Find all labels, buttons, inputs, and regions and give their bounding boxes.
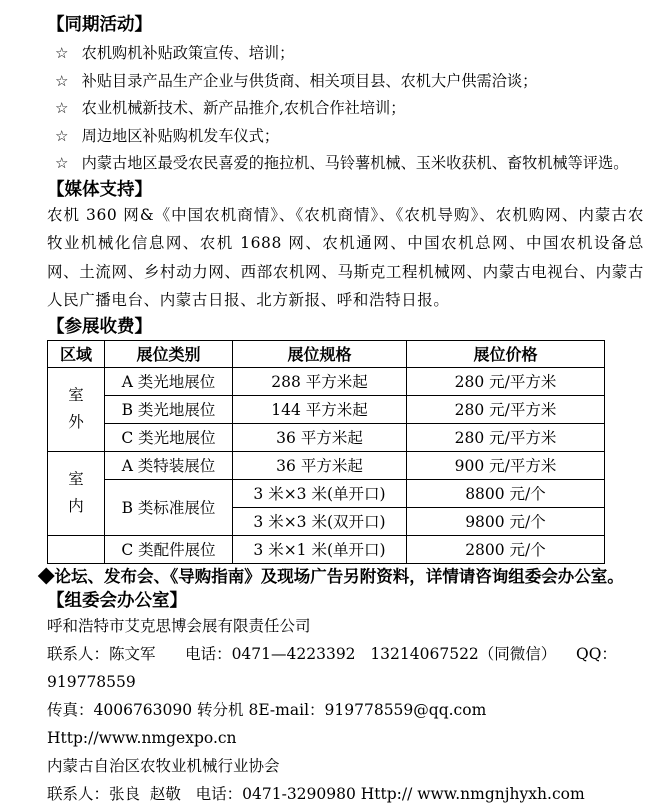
activity-text: 农业机械新技术、新产品推介,农机合作社培训； [81, 99, 406, 117]
booth-price-cell: 2800 元/个 [407, 535, 605, 563]
booth-spec-cell: 36 平方米起 [233, 423, 407, 451]
booth-spec-cell: 144 平方米起 [233, 395, 407, 423]
star-icon: ☆ [55, 126, 69, 145]
zone-label: 室内 [68, 470, 84, 515]
booth-price-cell: 9800 元/个 [407, 507, 605, 535]
contact-line-association: 联系人：张良 赵敬 电话：0471-3290980 Http:// www.nmgnjhyxh.com [47, 784, 585, 803]
activity-item [55, 150, 643, 178]
booth-category-cell: C 类光地展位 [105, 423, 233, 451]
section-heading-office: 【组委会办公室】 [47, 589, 187, 610]
fax-email-website-line: 传真：4006763090 转分机 8E-mail：919778559@qq.com Http://www.nmgexpo.cn [47, 700, 492, 747]
booth-category-cell: A 类特装展位 [105, 451, 233, 479]
table-header-price: 展位价格 [407, 340, 605, 367]
booth-price-cell: 280 元/平方米 [407, 423, 605, 451]
booth-price-cell: 280 元/平方米 [407, 395, 605, 423]
star-icon: ☆ [55, 71, 69, 90]
zone-cell-indoor [48, 451, 105, 535]
activities-list [47, 40, 643, 178]
section-heading-activities: 【同期活动】 [47, 14, 152, 34]
activity-item [55, 40, 643, 68]
association-name-line: 内蒙古自治区农牧业机械行业协会 [47, 756, 280, 775]
activity-item [55, 95, 643, 123]
table-row [48, 479, 605, 507]
table-header-spec: 展位规格 [233, 340, 407, 367]
activity-text: 周边地区补贴购机发车仪式； [81, 126, 280, 145]
section-heading-fees: 【参展收费】 [47, 315, 152, 336]
star-icon: ☆ [55, 154, 69, 172]
booth-spec-cell: 3 米×3 米(单开口) [233, 479, 407, 507]
booth-price-cell: 280 元/平方米 [407, 367, 605, 395]
activity-text: 补贴目录产品生产企业与供货商、相关项目县、农机大户供需洽谈； [81, 71, 538, 90]
table-header-category: 展位类别 [105, 340, 233, 367]
zone-label: 室外 [68, 386, 84, 431]
activity-item [55, 68, 643, 96]
booth-category-cell: C 类配件展位 [105, 535, 233, 563]
booth-spec-cell: 288 平方米起 [233, 367, 407, 395]
star-icon: ☆ [55, 44, 69, 62]
zone-cell-empty [48, 535, 105, 563]
star-icon: ☆ [55, 99, 69, 117]
activity-text: 内蒙古地区最受农民喜爱的拖拉机、马铃薯机械、玉米收获机、畜牧机械等评选。 [81, 154, 629, 172]
activity-item [55, 123, 643, 151]
booth-category-cell: B 类光地展位 [105, 395, 233, 423]
booth-category-cell: A 类光地展位 [105, 367, 233, 395]
table-row [48, 367, 605, 395]
company-name-line: 呼和浩特市艾克思博会展有限责任公司 [47, 616, 311, 635]
booth-spec-cell: 3 米×1 米(单开口) [233, 535, 407, 563]
booth-price-cell: 8800 元/个 [407, 479, 605, 507]
booth-price-cell: 900 元/平方米 [407, 451, 605, 479]
zone-cell-outdoor [48, 367, 105, 451]
booth-spec-cell: 36 平方米起 [233, 451, 407, 479]
contact-line-company: 联系人：陈文军 电话：0471—4223392 13214067522（同微信） QQ：919778559 [47, 644, 617, 691]
table-row [48, 451, 605, 479]
table-header-zone: 区域 [48, 340, 105, 367]
section-heading-media: 【媒体支持】 [47, 178, 152, 199]
fees-note-line: ◆论坛、发布会、《导购指南》及现场广告另附资料，详情请咨询组委会办公室。 [38, 567, 624, 586]
activity-text: 农机购机补贴政策宣传、培训； [81, 44, 295, 62]
media-support-paragraph: 农机 360 网&《中国农机商情》、《农机商情》、《农机导购》、农机购网、内蒙古农牧业机械化信息网、农机 1688 网、农机通网、中国农机总网、中国农机设备总网、土流网、乡村动力网、西部农机网、马斯克工程机械网、内蒙古电视台、内蒙古人民广播电台、内蒙古日报、北方新报、呼和浩特日报。 [47, 205, 644, 309]
booth-spec-cell: 3 米×3 米(双开口) [233, 507, 407, 535]
table-row [48, 423, 605, 451]
table-row [48, 395, 605, 423]
office-contact-block [47, 612, 643, 808]
fees-table [47, 340, 605, 564]
table-header-row [48, 340, 605, 367]
booth-category-cell: B 类标准展位 [105, 479, 233, 535]
table-row [48, 535, 605, 563]
